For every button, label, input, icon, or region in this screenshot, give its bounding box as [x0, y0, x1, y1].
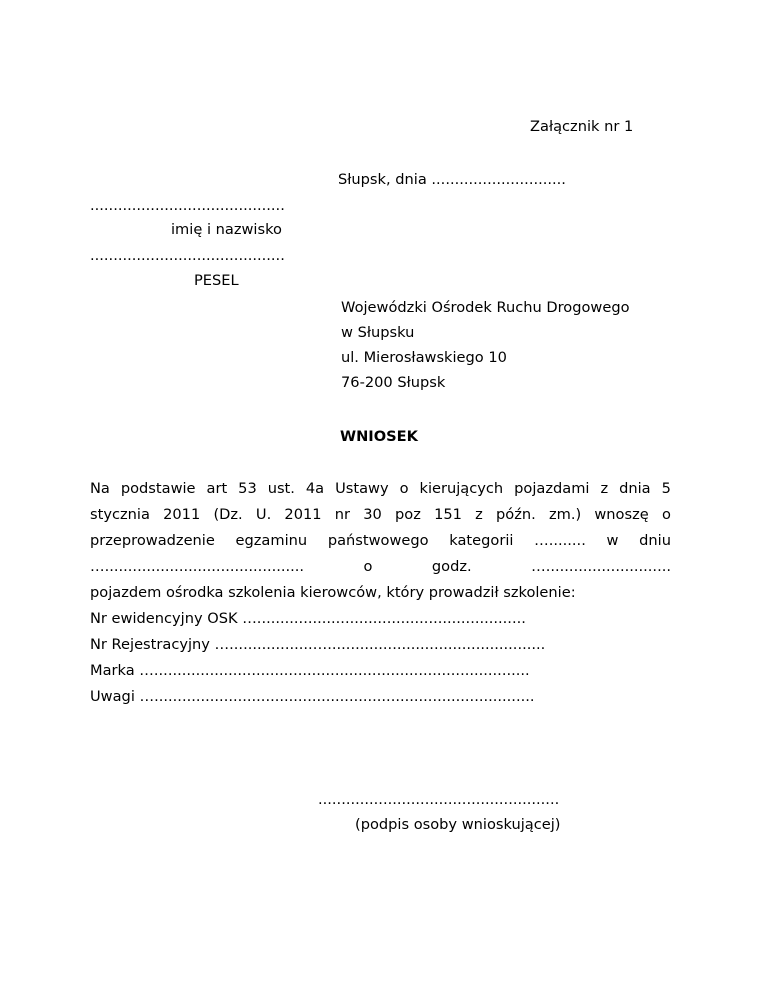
place-date-line: Słupsk, dnia ............................. — [338, 171, 566, 188]
body-line-1: Na podstawie art 53 ust. 4a Ustawy o kierujących pojazdami z dnia 5 — [90, 480, 671, 497]
body-line-2: stycznia 2011 (Dz. U. 2011 nr 30 poz 151 z późn. zm.) wnoszę o — [90, 506, 671, 523]
body-line-4: …........................................... o godz. …........................... — [90, 558, 671, 575]
recipient-line-1: Wojewódzki Ośrodek Ruchu Drogowego — [341, 299, 630, 316]
pesel-label: PESEL — [194, 272, 239, 289]
vehicle-brand-field: Marka …................................................................................. — [90, 662, 530, 679]
body-line-3: przeprowadzenie egzaminu państwowego kategorii …........ w dniu — [90, 532, 671, 549]
pesel-dotted-line: .......................................... — [90, 247, 285, 264]
registration-number-field: Nr Rejestracyjny …..................…............................................... — [90, 636, 546, 653]
signature-dotted-line: .................................................... — [318, 791, 560, 808]
signature-label: (podpis osoby wnioskującej) — [355, 816, 561, 833]
name-label: imię i nazwisko — [171, 221, 282, 238]
recipient-line-2: w Słupsku — [341, 324, 415, 341]
attachment-label: Załącznik nr 1 — [530, 118, 634, 135]
osk-number-field: Nr ewidencyjny OSK ….......................................................... — [90, 610, 526, 627]
name-dotted-line: .......................................... — [90, 197, 285, 214]
body-line-5: pojazdem ośrodka szkolenia kierowców, który prowadził szkolenie: — [90, 584, 576, 601]
recipient-line-3: ul. Mierosławskiego 10 — [341, 349, 507, 366]
notes-field: Uwagi ….................................................................................. — [90, 688, 535, 705]
recipient-line-4: 76-200 Słupsk — [341, 374, 446, 391]
document-title: WNIOSEK — [340, 428, 418, 445]
